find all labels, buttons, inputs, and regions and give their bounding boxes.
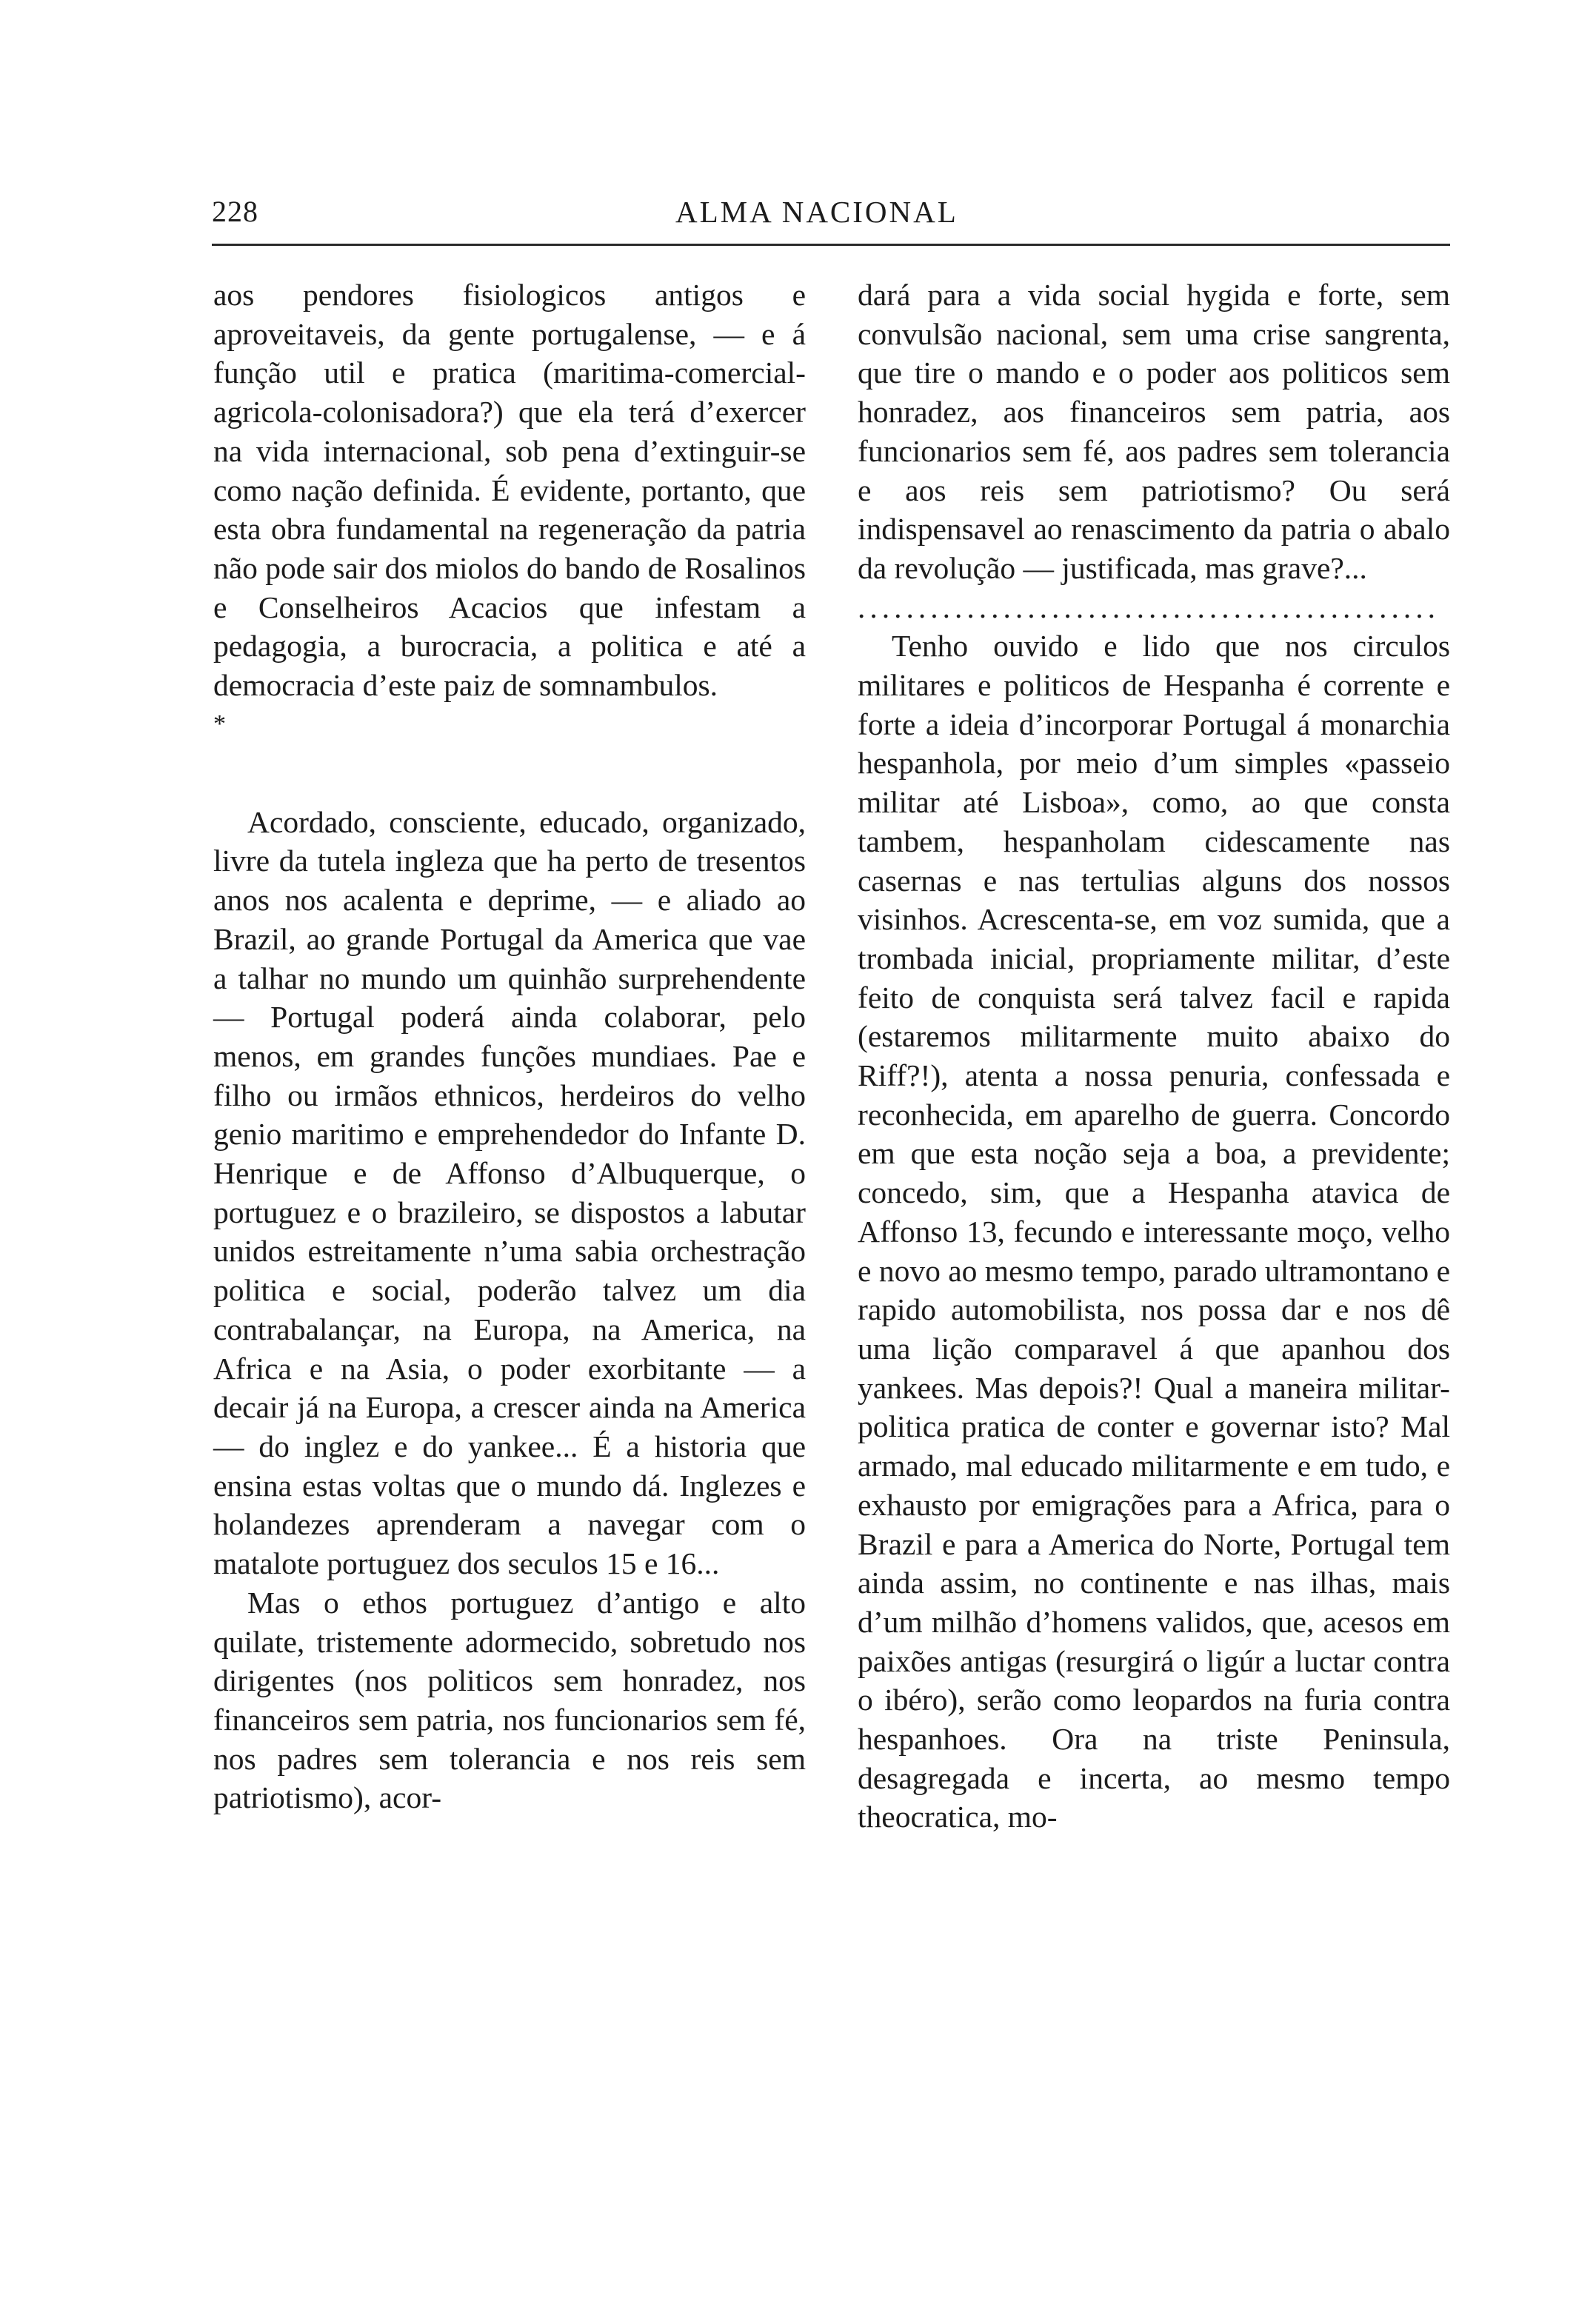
running-title: ALMA NACIONAL bbox=[675, 195, 958, 229]
section-separator: * bbox=[213, 709, 226, 738]
paragraph: Mas o ethos portuguez d’antigo e alto quilate, tristemente adormecido, sobretudo nos dirigentes (nos politicos sem honradez, nos financeiros sem patria, nos funcionarios sem fé, nos padres sem tolerancia e nos reis sem patriotismo), acor- bbox=[213, 1585, 806, 1815]
left-column bbox=[213, 275, 806, 1817]
paragraph: dará para a vida social hygida e forte, sem convulsão nacional, sem uma crise sangrenta, que tire o mando e o poder aos politicos sem honradez, aos financeiros sem patria, aos funcionarios sem fé, aos padres sem tolerancia e aos reis sem patriotismo? Ou será indispensavel ao renascimento da patria o abalo da revolução — justificada, mas grave?... bbox=[858, 278, 1450, 585]
paragraph: Tenho ouvido e lido que nos circulos militares e politicos de Hespanha é corrente e forte a ideia d’incorporar Portugal á monarchia hespanhola, por meio d’um simples «passeio militar até Lisboa», como, ao que consta tambem, hespanholam cidescamente nas casernas e nas tertulias alguns dos nossos visinhos. Acrescenta-se, em voz sumida, que a trombada inicial, propriamente militar, d’este feito de conquista será talvez facil e rapida (estaremos militarmente muito abaixo do Riff?!), atenta a nossa penuria, confessada e reconhecida, em aparelho de guerra. Concordo em que esta noção seja a boa, a previdente; concedo, sim, que a Hespanha atavica de Affonso 13, fecundo e interessante moço, velho e novo ao mesmo tempo, parado ultramontano e rapido automobilista, nos possa dar e nos dê uma lição comparavel á que apanhou dos yankees. Mas depois?! Qual a maneira militar-politica pratica de conter e governar isto? Mal armado, mal educado militarmente e em tudo, e exhausto por emigrações para a Africa, para o Brazil e para a America do Norte, Portugal tem ainda assim, no continente e nas ilhas, mais d’um milhão d’homens validos, que, acesos em paixões antigas (resurgirá o ligúr a luctar contra o ibéro), serão como leopardos na furia contra hespanhoes. Ora na triste Peninsula, desagregada e incerta, ao mesmo tempo theocratica, mo- bbox=[858, 629, 1450, 1834]
page-header bbox=[212, 194, 1450, 238]
page-number: 228 bbox=[212, 195, 258, 228]
right-column bbox=[858, 275, 1450, 1837]
ellipsis-line: ................................................ bbox=[858, 589, 1440, 624]
section-gap bbox=[213, 744, 806, 803]
paragraph: aos pendores fisiologicos antigos e aproveitaveis, da gente portugalense, — e á função util e pratica (maritima-comercial-agricola-colonisadora?) que ela terá d’exercer na vida internacional, sob pena d’extinguir-se como nação definida. É evidente, portanto, que esta obra fundamental na regeneração da patria não pode sair dos miolos do bando de Rosalinos e Conselheiros Acacios que infestam a pedagogia, a burocracia, a politica e até a democracia d’este paiz de somnambulos. bbox=[213, 278, 806, 703]
header-rule bbox=[212, 244, 1450, 246]
paragraph: Acordado, consciente, educado, organizado, livre da tutela ingleza que ha perto de tresentos anos nos acalenta e deprime, — e aliado ao Brazil, ao grande Portugal da America que vae a talhar no mundo um quinhão surprehendente — Portugal poderá ainda colaborar, pelo menos, em grandes funções mundiaes. Pae e filho ou irmãos ethnicos, herdeiros do velho genio maritimo e emprehendedor do Infante D. Henrique e de Affonso d’Albuquerque, o portuguez e o brazileiro, se dispostos a labutar unidos estreitamente n’uma sabia orchestração politica e social, poderão talvez um dia contrabalançar, na Europa, na America, na Africa e na Asia, o poder exorbitante — a decair já na Europa, a crescer ainda na America — do inglez e do yankee... É a historia que ensina estas voltas que o mundo dá. Inglezes e holandezes aprenderam a navegar com o matalote portuguez dos seculos 15 e 16... bbox=[213, 804, 806, 1581]
